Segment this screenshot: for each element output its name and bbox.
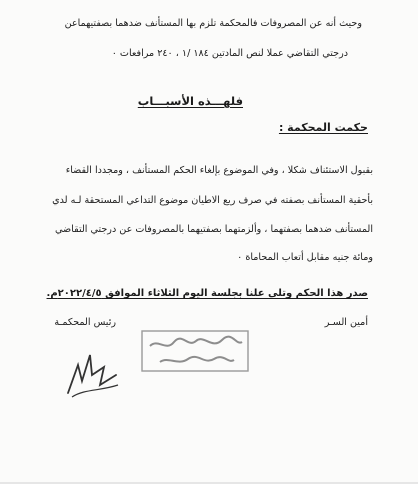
court-president-label: رئيس المحكمـة	[54, 317, 116, 328]
ruling-line-4: ومائة جنيه مقابل أتعاب المحاماة ٠	[237, 252, 373, 263]
ruling-line-1: بقبول الاستئناف شكلا ، وفي الموضوع بإلغاء الحكم المستأنف ، ومجددا القضاء	[65, 165, 373, 176]
verdict-issued-line: صدر هذا الحكم وتلى علنا بجلسة اليوم الثلاثاء الموافق ٢٠٢٢/٤/٥م.	[46, 288, 368, 299]
handwritten-signature	[60, 345, 130, 400]
heading-reasons: فلهـــذه الأسبـــاب	[137, 94, 243, 108]
ruling-line-3: المستأنف ضدهما بصفتهما ، وألزمتهما بصفتيهما بالمصروفات عن درجتي التقاضي	[55, 224, 373, 235]
paragraph-expenses: وحيث أنه عن المصروفات فالمحكمة تلزم بها المستأنف ضدهما بصفتيهماعن	[64, 18, 362, 29]
paragraph-expenses-cont: درجتي التقاضي عملا لنص المادتين ١٨٤ /١ ، ٢٤٠ مرافعات ٠	[111, 48, 348, 59]
ruling-line-2: بأحقية المستأنف بصفته في صرف ريع الاطيان موضوع التداعي المستحقة لـه لدي	[52, 195, 373, 206]
heading-court-ruling: حكمت المحكمة :	[278, 121, 368, 134]
certified-copy-stamp	[140, 328, 250, 374]
secretary-label: أمين السـر	[324, 317, 368, 328]
